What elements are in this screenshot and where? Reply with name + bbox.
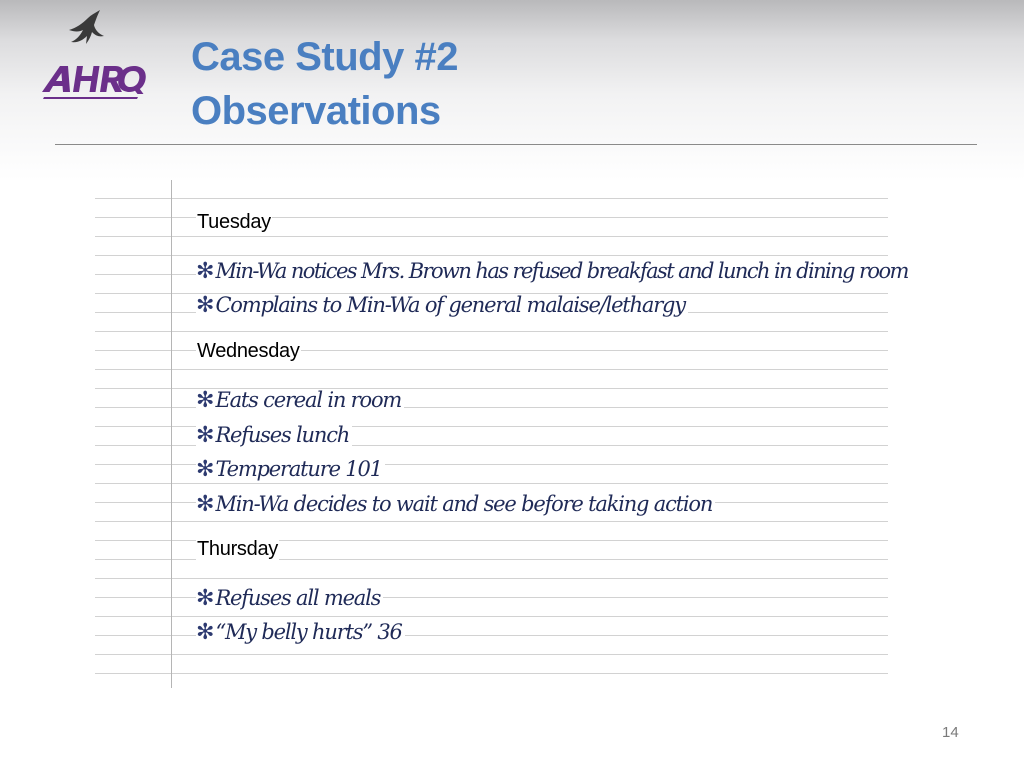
title-line-1: Case Study #2 xyxy=(191,35,458,79)
observation-text: Complains to Min-Wa of general malaise/lethargy xyxy=(215,293,685,317)
title-divider xyxy=(55,144,977,145)
observation-item xyxy=(196,458,385,482)
asterisk-bullet-icon: ✻ xyxy=(196,293,215,318)
asterisk-bullet-icon: ✻ xyxy=(196,492,215,517)
observation-text: Refuses all meals xyxy=(215,586,381,610)
asterisk-bullet-icon: ✻ xyxy=(196,620,215,645)
observation-item xyxy=(196,424,352,448)
observation-item xyxy=(196,621,405,645)
observation-item xyxy=(196,587,383,611)
ahrq-logo xyxy=(38,6,150,102)
observation-text: Min-Wa decides to wait and see before taking action xyxy=(215,492,713,516)
title-line-2: Observations xyxy=(191,89,441,133)
asterisk-bullet-icon: ✻ xyxy=(196,586,215,611)
page-number: 14 xyxy=(942,724,959,741)
observation-item xyxy=(196,493,715,517)
notebook-margin-line xyxy=(171,180,172,688)
hhs-eagle-icon xyxy=(38,6,150,102)
observation-text: “My belly hurts” 36 xyxy=(215,620,402,644)
ahrq-wordmark xyxy=(42,66,146,99)
observation-item xyxy=(196,294,688,318)
page-title xyxy=(191,30,458,138)
day-heading-tuesday: Tuesday xyxy=(197,211,271,233)
asterisk-bullet-icon: ✻ xyxy=(196,423,215,448)
day-heading-wednesday: Wednesday xyxy=(197,340,300,362)
notebook-paper xyxy=(95,180,908,690)
asterisk-bullet-icon: ✻ xyxy=(196,259,215,284)
observation-text: Refuses lunch xyxy=(215,423,350,447)
asterisk-bullet-icon: ✻ xyxy=(196,388,215,413)
observation-text: Eats cereal in room xyxy=(215,388,402,412)
observation-item xyxy=(196,389,404,413)
asterisk-bullet-icon: ✻ xyxy=(196,457,215,482)
observation-text: Temperature 101 xyxy=(215,457,382,481)
observation-text: Min-Wa notices Mrs. Brown has refused breakfast and lunch in dining room xyxy=(215,259,908,283)
observation-item xyxy=(196,260,911,284)
day-heading-thursday: Thursday xyxy=(197,538,278,560)
